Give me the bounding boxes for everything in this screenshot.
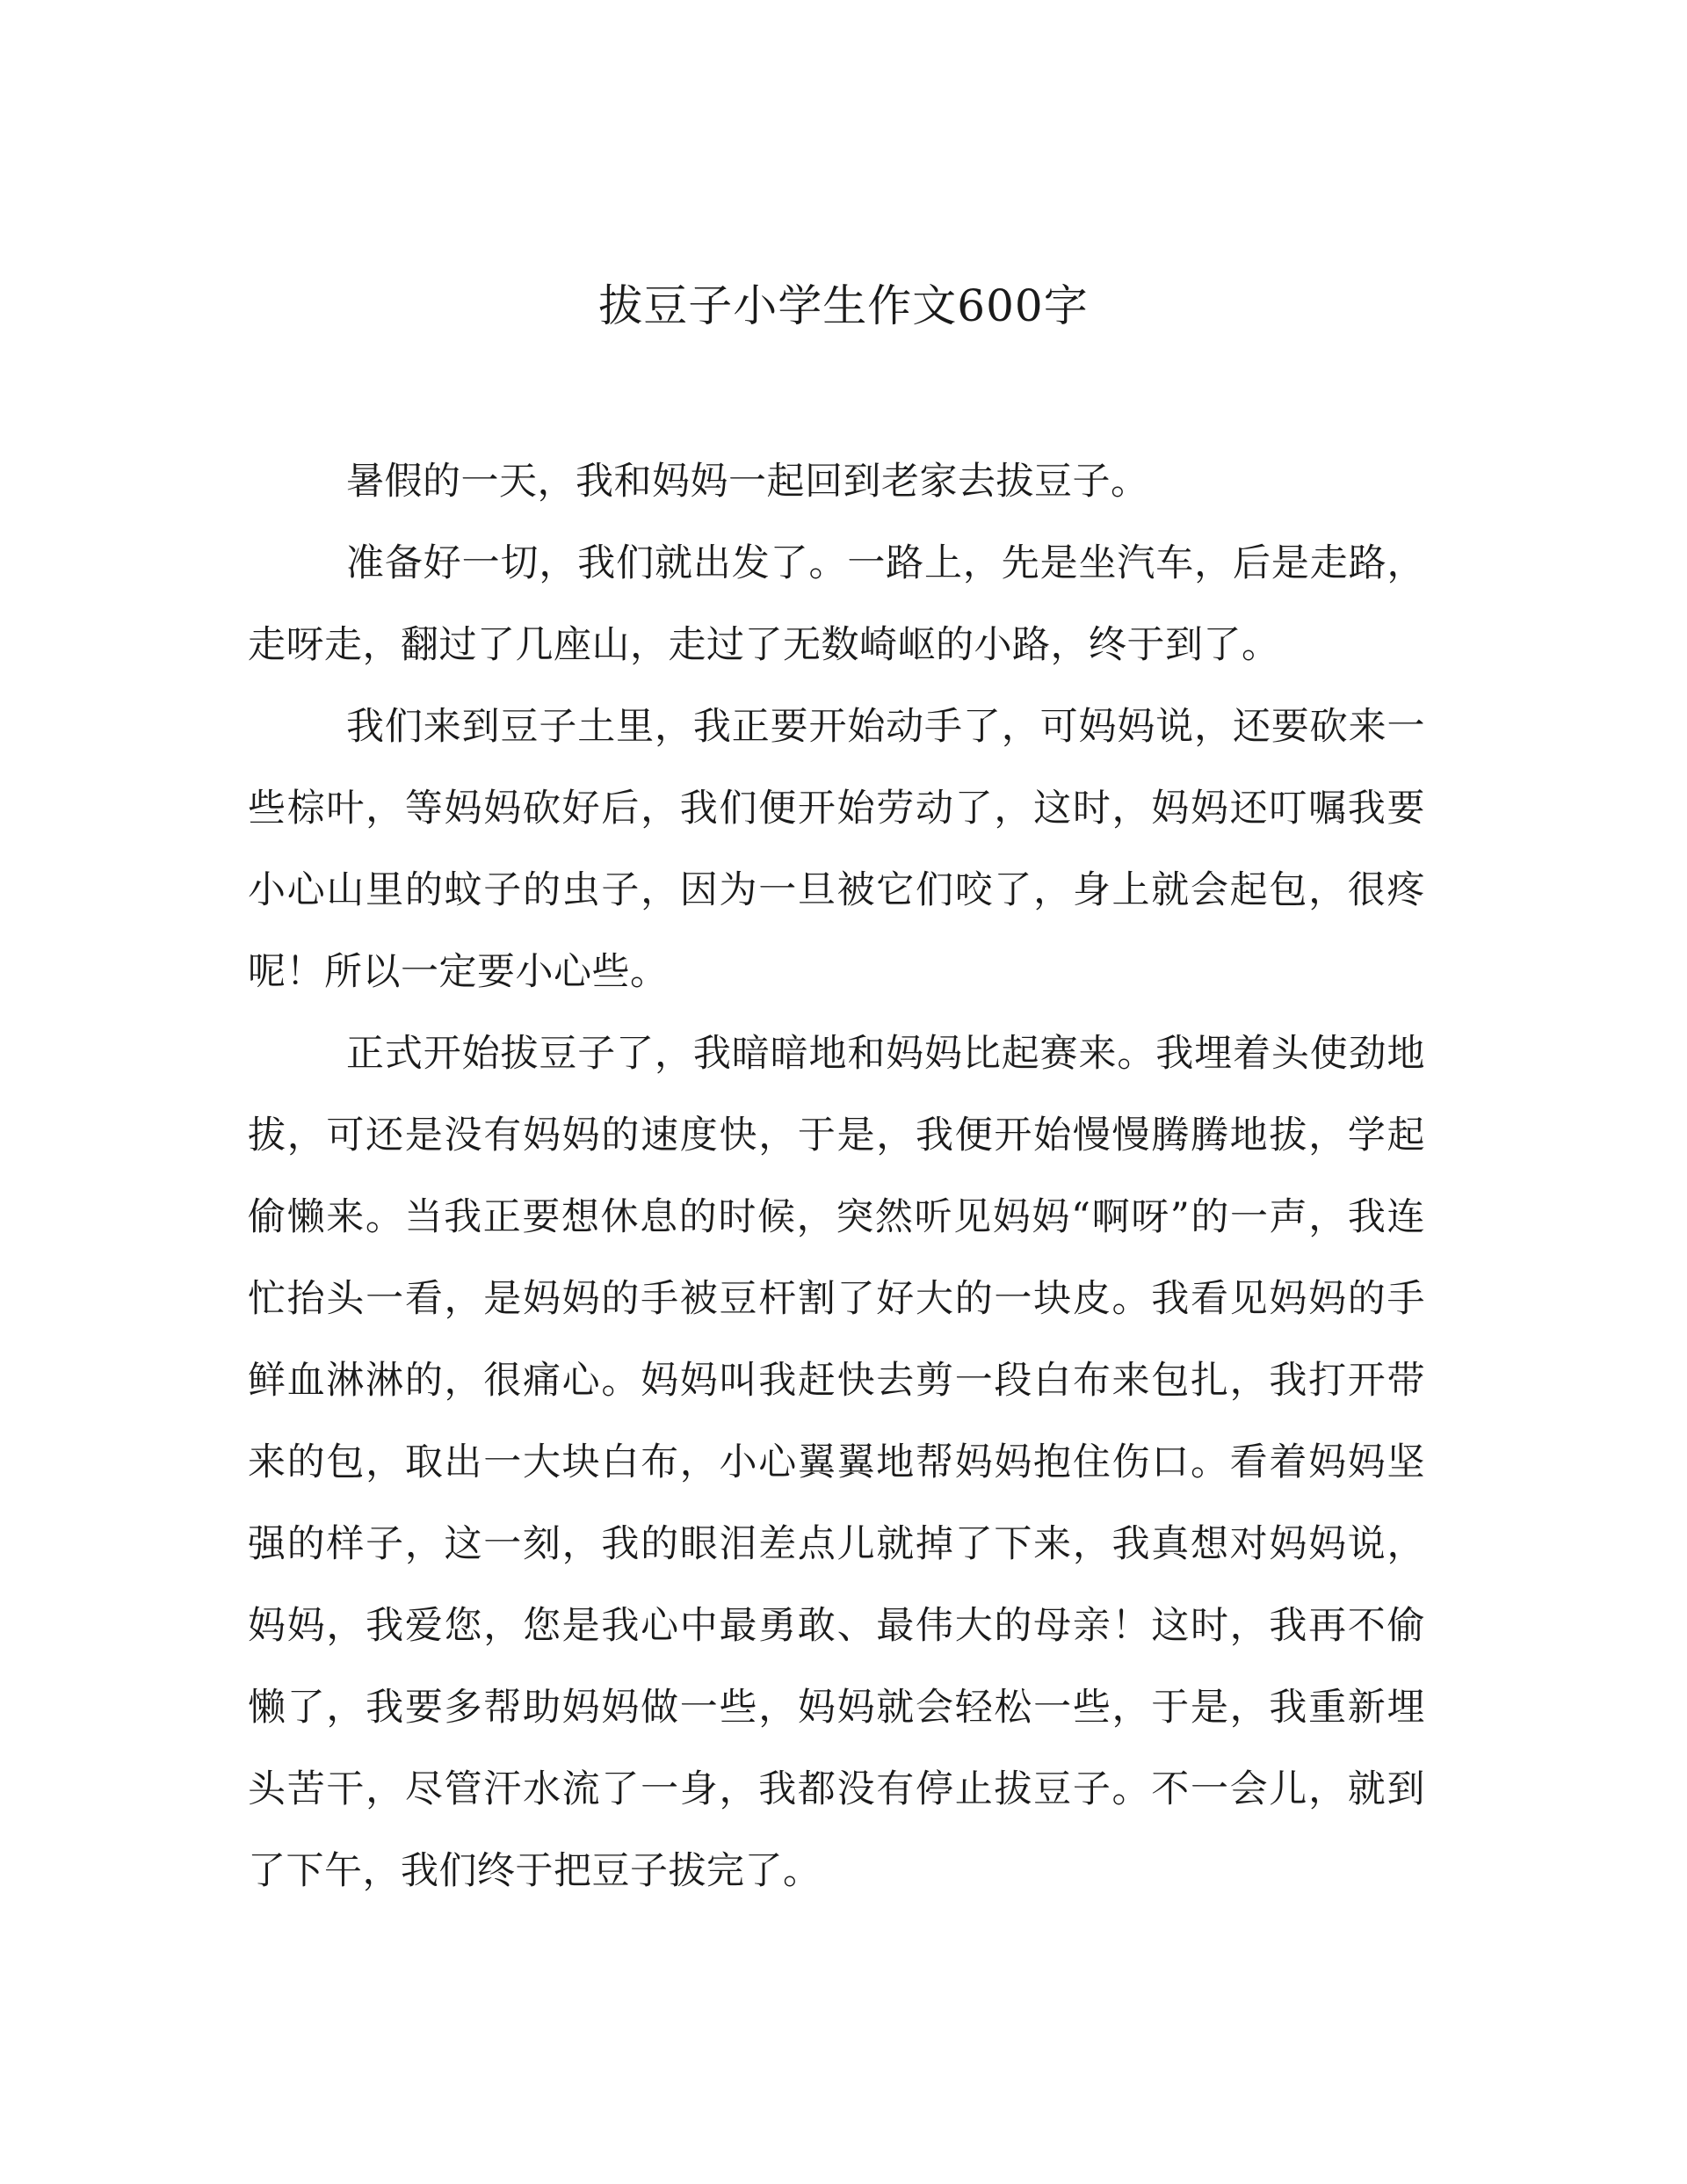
document-body bbox=[248, 441, 1425, 1912]
paragraph-2: 准备好一切，我们就出发了。一路上，先是坐汽车，后是走路，走呀走，翻过了几座山，走过了无数崎岖的小路，终于到了。 bbox=[248, 541, 1425, 667]
paragraph-1: 暑假的一天，我和妈妈一起回到老家去拔豆子。 bbox=[346, 460, 1149, 504]
paragraph-3: 我们来到豆子土里，我正要开始动手了，可妈妈说，还要砍来一些棕叶，等妈妈砍好后，我们便开始劳动了，这时，妈妈还叮嘱我要小心山里的蚊子的虫子，因为一旦被它们咬了，身上就会起包，很疼呢！所以一定要小心些。 bbox=[248, 705, 1425, 994]
paragraph-4: 正式开始拔豆子了，我暗暗地和妈妈比起赛来。我埋着头使劲地拔，可还是没有妈妈的速度快，于是，我便开始慢慢腾腾地拔，学起偷懒来。当我正要想休息的时候，突然听见妈妈“啊呀”的一声，我连忙抬头一看，是妈妈的手被豆杆割了好大的一块皮。我看见妈妈的手鲜血淋淋的，很痛心。妈妈叫我赶快去剪一段白布来包扎，我打开带来的包，取出一大块白布，小心翼翼地帮妈妈抱住伤口。看着妈妈坚强的样子，这一刻，我的眼泪差点儿就掉了下来，我真想对妈妈说，妈妈，我爱您，您是我心中最勇敢、最伟大的母亲！这时，我再不偷懒了，我要多帮助妈妈做一些，妈妈就会轻松一些，于是，我重新埋头苦干，尽管汗水流了一身，我都没有停止拔豆子。不一会儿，就到了下午，我们终于把豆子拔完了。 bbox=[248, 1032, 1425, 1893]
document-title: 拔豆子小学生作文600字 bbox=[598, 280, 1089, 331]
